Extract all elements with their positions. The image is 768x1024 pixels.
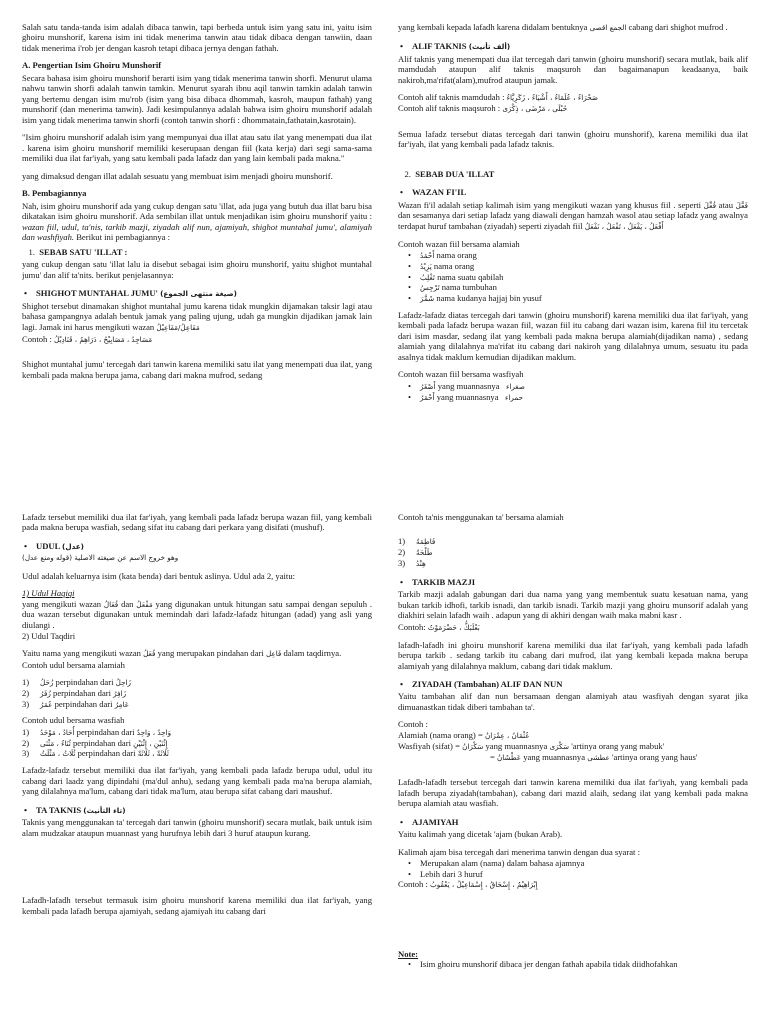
list-item <box>22 688 372 699</box>
item-arabic-2: زَافِرُ <box>113 688 127 698</box>
note-list <box>398 959 748 969</box>
shighot-paragraph <box>22 301 372 333</box>
item-arabic: شَمَّرَ <box>420 294 435 304</box>
ziyadah-alamiah-row: Alamiah (nama orang) = عُثْمَانُ ، عِمْرَانُ <box>398 729 530 740</box>
list-item <box>22 727 372 738</box>
continuation-paragraph <box>398 22 748 33</box>
intro-paragraph: Salah satu tanda-tanda isim adalah dibaca tanwin, tapi berbeda untuk isim yang satu ini, yaitu isim ghoiru munshorif, karena isim ini tidak menerima tanwin atau tidak dibaca dengan tanwiin, daan tidak menerima i'rob jer dengan kasroh tetapi dibaca jernya dengan fathah. <box>22 22 372 53</box>
heading-alif-arabic: (ألف تأنيث) <box>468 41 511 51</box>
shighot-example <box>22 334 372 345</box>
item-number: 2) <box>398 547 406 558</box>
sebab-satu-paragraph: yang cukup dengan satu 'illat lalu ia disebut sebagai isim ghoiru munshorif, yaitu shighot muntahal jumu' dan alif ta'nits. berikut penjelasannya: <box>22 259 372 280</box>
item-text: perpindahan dari <box>54 698 113 709</box>
tarkib-example <box>398 622 748 633</box>
ziyadah-wasfiyah-row: Wasfiyah (sifat) = سَكْرَانُ yang muannasnya سَكْرَى 'artinya orang yang mabuk' <box>398 740 665 751</box>
list-item <box>22 748 372 759</box>
section-heading-b: B. Pembagiannya <box>22 188 87 199</box>
item-arabic-2: عَامِرُ <box>114 699 130 709</box>
udul-definition: Udul adalah keluarnya isim (kata benda) dari bentuk aslinya. Udul ada 2, yaitu: <box>22 570 296 581</box>
item-text: nama kudanya hajjaj bin yusuf <box>436 293 542 304</box>
lafadz-paragraph: Lafadz tersebut memiliki dua ilat far'iyah, yang kembali pada lafadz berupa wazan fiil, yang kembali pada makna berupa wasfiah, sedang sifat itu cabang dari perkara yang disifati (mushuf). <box>22 512 372 533</box>
wazan-arabic-2: فَعَّلَ <box>735 200 748 210</box>
heading-number: 1. <box>28 246 35 257</box>
row-text: yang muannasnya <box>485 740 548 751</box>
item-arabic: يَزِيْدُ <box>420 261 432 271</box>
haqiqi-mid: dan <box>121 598 134 609</box>
haqiqi-arabic-1: فُعَالُ <box>103 599 119 609</box>
illat-paragraph: yang dimaksud dengan illat adalah sesuatu yang membuat isim menjadi ghoiru munshorif. <box>22 170 333 181</box>
item-text: nama orang <box>433 260 475 271</box>
column-left-top <box>22 22 372 492</box>
list-item: • Merupakan alam (nama) dalam bahasa ajamnya <box>420 858 748 868</box>
row-arabic-2: عطشى <box>587 752 610 762</box>
maqsuroh-arabic: حُبْلَى ، مَرْضَى ، ذِكْرَى <box>502 103 568 113</box>
row-arabic: عُثْمَانُ ، عِمْرَانُ <box>484 730 530 740</box>
continuation-arabic: الجمع اقصى <box>589 23 627 32</box>
item-arabic-2: حمراء <box>504 392 523 402</box>
mamdudah-arabic: صَحْرَاءُ ، عُلَمَاءُ ، أَشْيَاءُ ، زَكَرِيَّاءُ <box>506 93 598 103</box>
udul-haqiqi-heading: 1) Udul Haqiqi <box>22 588 75 599</box>
list-item <box>398 536 748 547</box>
heading-udul-arabic: (عدل) <box>62 541 84 551</box>
udul-taqdiri-paragraph <box>22 648 372 659</box>
udul-wasfiah-list <box>22 727 372 759</box>
heading-shighot-label: SHIGHOT MUNTAHAL JUMU' <box>36 288 158 299</box>
item-text: yang muannasnya <box>437 380 500 391</box>
wazan-text: Wazan fi'il adalah setiap kalimah isim yang mengikuti wazan yang khusus fiil . seperti <box>398 199 702 210</box>
section-heading-a: A. Pengertian Isim Ghoiru Munshorif <box>22 60 162 71</box>
wazan-alamiah-list <box>398 250 748 304</box>
wazan-explanation: Lafadz-lafadz diatas tercegah dari tanwin (ghoiru munshorif) karena memiliki dua ilat far'iyah, yang kembali pada lafadz berupa wazan fiil, wazan fiil itu cabang dari wazan isim, karena fiil itu tercetak dari isim masdar, sedang ilat yang kembali pada makna berupa alamiah(dijadikan nama) , sedang alamiah yang dilalahnya ma'rifat itu cabang dari nakiroh yang dilalahnya umum, sesuatu itu pada asalnya tidak maklum kemudian dijadikan maklum. <box>398 309 748 362</box>
example-label: Contoh : <box>398 879 428 890</box>
wazan-mid: atau <box>718 199 733 210</box>
list-item <box>420 293 748 304</box>
heading-sebab-satu <box>22 247 372 257</box>
item-number: 3) <box>22 698 30 709</box>
illat-list-italic: wazan fiil, udul, ta'nis, tarkib mazji, ziyadah alif nun, ajamiyah, shighot muntahal jumu', alamiyah dan washfiyah. <box>22 221 372 243</box>
item-arabic: هِنْدُ <box>416 559 426 569</box>
heading-ta-label: TA TAKNIS <box>36 804 82 815</box>
item-arabic: أَصْغَرُ <box>420 381 436 391</box>
wazan-arabic-1: فُعِّلَ <box>703 200 717 210</box>
heading-sebab-dua <box>398 169 748 179</box>
example-arabic: بَعْلَبَكُّ ، حَضْرَمَوْتُ <box>427 622 480 632</box>
ajamiyah-explanation: Lafadh-lafadh tersebut termasuk isim ghoiru munshorif karena memiliki dua ilat far'iyah, yang kembali pada lafadh berupa ajamiyah, sedang ajamiyah itu cabang dari <box>22 895 372 916</box>
example-arabic: إِبْرَاهِيْمُ ، إِسْحَاقُ ، إِسْمَاعِيْلُ ، يَعْقُوبُ <box>430 880 538 890</box>
item-arabic-2: وَاحِدٌ ، وَاحِدٌ <box>136 727 172 737</box>
ziyadah-paragraph: Yaitu tambahan alif dan nun bersamaan dengan alamiyah atau wasfiyah dengan syarat jika dimuanastkan tidak diberi tambahan ta'. <box>398 691 748 712</box>
shighot-wazan-arabic: مَفَاعِلُ/مَفَاعِيْلُ <box>156 322 200 332</box>
item-arabic: أَحْمَدُ <box>420 251 435 261</box>
alif-explanation: Semua lafadz tersebut diatas tercegah dari tanwin (ghoiru munshorif), karena memiliki dua ilat far'iyah, ilat yang kembali pada lafadz taknis. <box>398 128 748 150</box>
list-item: • Lebih dari 3 huruf <box>420 869 748 879</box>
item-arabic: ثُنَاءُ ، مَثْنَى <box>40 738 71 748</box>
maqsuroh-example <box>398 103 748 114</box>
note-heading: Note: <box>398 948 419 959</box>
ajamiyah-condition-list <box>398 858 748 879</box>
heading-shighot-arabic: (صيغة منتهى الجموع) <box>160 289 237 299</box>
division-end: Berikut ini pembagiannya : <box>76 232 170 243</box>
taqdiri-arabic-2: فَاعِل <box>265 648 282 658</box>
heading-text-2: SEBAB DUA 'ILLAT <box>415 168 495 179</box>
item-text: perpindahan dari <box>72 737 131 748</box>
list-item <box>420 250 748 261</box>
row-meaning: 'artinya orang yang haus' <box>611 751 698 762</box>
ajamiyah-paragraph: Yaitu kalimah yang dicetak 'ajam (bukan Arab). <box>398 829 563 840</box>
heading-ta-taknis <box>22 805 372 816</box>
item-arabic: تَرْجِسُ <box>420 283 440 293</box>
udul-alamiah-label: Contoh udul bersama alamiah <box>22 659 125 670</box>
tarkib-explanation: lafadh-lafadh ini ghoiru munshorif karena memiliki dua ilat far'iyah, yang kembali pada lafadh berupa tarkib . sedang tarkib itu cabang dari mufrod, ilat yang kembali kepada makna berupa alamiyah yang dilalahnya maklum, cabang dari tidak maklum. <box>398 639 748 671</box>
taqdiri-mid: yang merupakan pindahan dari <box>157 647 264 658</box>
heading-wazan-fiil: • WAZAN FI'IL <box>398 187 748 197</box>
item-arabic: طَلْحَةُ <box>416 548 433 558</box>
ziyadah-wasfiyah-row-2: = عَطْشَانُ yang muannasnya عطشى 'artinya orang yang haus' <box>490 751 698 762</box>
wazan-wasfiyah-label: Contoh wazan fiil bersama wasfiyah <box>398 369 524 380</box>
list-item <box>420 272 748 283</box>
udul-arabic-quote: (قوله ومنع عدل) وهو خروج الاسم عن صيغته الاصلية <box>22 552 179 562</box>
division-text: Nah, isim ghoiru munshorif ada yang cukup dengan satu 'illat, ada juga yang butuh dua illat baru bisa dikatakan isim ghoiru munshorif. Ada sembilan illat untuk menjadikan isim ghoiru munshorif yaitu : <box>22 200 372 222</box>
wazan-wasfiyah-list <box>398 381 748 403</box>
taqdiri-text: Yaitu nama yang mengikuti wazan <box>22 647 141 658</box>
item-text: perpindahan dari <box>53 687 112 698</box>
item-text: nama tumbuhan <box>441 282 497 293</box>
heading-alif-label: ALIF TAKNIS <box>412 40 467 51</box>
column-right-bottom <box>398 512 748 1022</box>
item-number: 2) <box>22 687 30 698</box>
udul-alamiah-list <box>22 677 372 709</box>
item-arabic-2: زَاحِلُ <box>115 678 132 687</box>
heading-udul <box>22 541 372 552</box>
item-number: 3) <box>398 558 406 569</box>
division-paragraph <box>22 201 372 243</box>
heading-ajamiyah: • AJAMIYAH <box>398 817 748 827</box>
example-arabic: مَسَاجِدُ ، مَصَابِيْحُ ، دَرَاهِمُ ، قَنَادِيْلُ <box>54 334 153 344</box>
item-number: 2) <box>22 737 30 748</box>
wazan-paragraph <box>398 200 748 232</box>
heading-udul-label: UDUL <box>36 540 60 551</box>
example-label: Contoh : <box>22 333 52 344</box>
tarkib-paragraph: Tarkib mazji adalah gabungan dari dua nama yang yang membentuk suatu kesatuan nama, yang bukan tarkib idhofi, tarkib isnadi, dan tarkib isnadi. Tarkib mazji yang ghoiru munsorif adalah yang diakhiri selain lafadh waih . adapun yang di akhiri dengan waih maka mabni kasr . <box>398 589 748 621</box>
item-text: perpindahan dari <box>77 748 136 759</box>
ta-alamiah-label: Contoh ta'nis menggunakan ta' bersama alamiah <box>398 512 564 522</box>
taqdiri-arabic-1: فُعَلُ <box>143 648 156 658</box>
ajamiyah-example <box>398 879 748 890</box>
wazan-text-b: dan sesamanya dari setiap lafadz yang diawali dengan hamzah wasol atau setiap lafadz yang awalnya terdapat huruf tambahan (ziyadah) seperti ziyadah fiil <box>398 210 748 231</box>
item-number: 3) <box>22 748 30 759</box>
ta-alamiah-list <box>398 536 748 568</box>
udul-taqdiri-heading: 2) Udul Taqdiri <box>22 631 76 642</box>
row-meaning: 'artinya orang yang mabuk' <box>571 740 665 751</box>
item-arabic: تَغْلِبُ <box>420 272 435 282</box>
column-right-top <box>398 22 748 492</box>
list-item <box>22 699 372 710</box>
item-number: 1) <box>22 677 30 687</box>
item-arabic: أَحْمَرُ <box>420 392 435 402</box>
row-arabic: عَطْشَانُ <box>497 752 522 762</box>
list-item <box>420 261 748 272</box>
ziyadah-explanation: Lafadh-lafadh tersebut tercegah dari tanwin karena memiliki dua ilat far'iyah, yang kembali pada lafadh berupa ziyadah(tambahan), cabang dari mazid alaih, sedang ilat yang kembali pada makna berupa alamiah atau wasfiah. <box>398 777 748 809</box>
ta-taknis-paragraph: Taknis yang menggunakan ta' tercegah dari tanwin (ghoiru munshorif) secara mutlak, baik untuk isim alam mudzakar ataupun muannast yang hurufnya lebih dari 3 huruf ataupun kurang. <box>22 817 372 838</box>
ziyadah-example-label: Contoh : <box>398 719 428 730</box>
wazan-arabic-3: أَفْعَلُ ، يَفْعَلُ ، تَفْعَلُ ، نَفْعَلُ <box>584 221 664 231</box>
heading-tarkib-mazji: • TARKIB MAZJI <box>398 577 748 587</box>
row-arabic-2: سَكْرَى <box>549 741 570 751</box>
item-arabic: عُمَرُ <box>40 699 53 709</box>
maqsuroh-label: Contoh alif taknis maqsuroh : <box>398 102 501 113</box>
udul-haqiqi-paragraph <box>22 599 372 631</box>
shighot-text: Shighot tersebut dinamakan shighot muntahal jumu karena tidak mungkin dijamakan taksir lagi atau bahasa gampangnya adalah bentuk jamak yang paling ujung, udah ga mungkin dijadikan jamak lain lagi. Jamak ini harus mengikuti wazan <box>22 300 372 332</box>
item-arabic-2: إِثْنَيْنِ ، إِثْنَيْنِ <box>133 738 168 748</box>
item-text: perpindahan dari <box>55 677 114 687</box>
list-item <box>398 547 748 558</box>
heading-alif-taknis <box>398 41 748 52</box>
example-label: Contoh: <box>398 621 426 632</box>
taqdiri-text-b: dalam taqdirnya. <box>283 647 342 658</box>
quote-paragraph: "Isim ghoiru munshorif adalah isim yang mempunyai dua illat atau satu ilat yang menempati dua ilat . karena isim ghoiru munshorif memiliki keserupaan dengan fiil (kata kerja) dari segi sama-sama memiliki dua ilat far'iyah, yang satu kembali pada lafadz dan yang lain kembali pada makna." <box>22 132 372 164</box>
item-arabic-2: ثَلَاثَةٌ ، ثَلَاثَةٌ <box>137 749 169 759</box>
heading-ziyadah: • ZIYADAH (Tambahan) ALIF DAN NUN <box>398 679 748 689</box>
item-number: 1) <box>398 536 406 547</box>
list-item <box>420 282 748 293</box>
heading-ta-arabic: (تاء التأنيث) <box>83 805 126 815</box>
haqiqi-arabic-2: مَفْعَلُ <box>136 599 153 609</box>
wazan-alamiah-label: Contoh wazan fiil bersama alamiah <box>398 238 520 249</box>
row-label: Alamiah (nama orang) <box>398 729 476 740</box>
item-arabic-2: صغراء <box>505 381 525 391</box>
list-item <box>420 392 748 403</box>
udul-wasfiah-label: Contoh udul bersama wasfiah <box>22 715 125 726</box>
list-item <box>22 677 372 688</box>
item-text: nama orang <box>436 250 477 261</box>
item-arabic: فَاطِمَةُ <box>416 537 436 547</box>
row-text: yang muannasnya <box>523 751 586 762</box>
item-arabic: زُحَلُ <box>40 678 54 687</box>
alif-taknis-paragraph: Alif taknis yang menempati dua ilat tercegah dari tanwin (ghoiru munshorif) secara mutlak, baik alif mamdudah ataupun alif taknis maqsuroh dan bagaimanapun keadaanya, baik nakiroh,ma'rifat(alam),mufrod ataupun jamak. <box>398 53 748 85</box>
item-arabic: زُفَرُ <box>40 688 51 698</box>
heading-shighot <box>22 288 372 299</box>
continuation-end: cabang dari shighot mufrod . <box>628 22 728 32</box>
ajamiyah-conditions: Kalimah ajam bisa tercegah dari menerima tanwin dengan dua syarat : <box>398 846 640 857</box>
item-text: nama suatu qabilah <box>437 271 504 282</box>
mamdudah-example <box>398 92 748 103</box>
list-item <box>398 558 748 569</box>
definition-paragraph: Secara bahasa isim ghoiru munshorif berarti isim yang tidak menerima tanwin shorfi. Menurut ulama nahwu tanwin shorfi adalah tanwin tamkin. Menurut syarah ibnu aqil tanwin tamkin adalah tanwin yang bertemu dengan isim mu'rob (isim yang bisa dibaca dhommah, kasroh, maupun fathah) yang munshorif (dan menerima tanwin). Jadi kesimpulannya adalah bahwa isim ghoiru munshorif adalah isim yang tidak menerima tanwin shorfi (contoh tanwin shorfi : dhommatain,fathatain,kasrotain). <box>22 72 372 125</box>
shighot-explanation: Shighot muntahal jumu' tercegah dari tanwin karena memiliki satu ilat yang menempati dua ilat, yang kembali pada makna berupa jama, cabang dari makna mufrod, sedang <box>22 359 372 380</box>
row-label: Wasfiyah (sifat) <box>398 740 453 751</box>
row-arabic: سَكْرَانُ <box>462 741 484 751</box>
heading-text: SEBAB SATU 'ILLAT : <box>39 246 128 257</box>
list-item: • Isim ghoiru munshorif dibaca jer dengan fathah apabila tidak diidhofahkan <box>420 959 748 969</box>
list-item <box>420 381 748 392</box>
haqiqi-text: yang mengikuti wazan <box>22 598 102 609</box>
item-arabic: ثُلَاثُ ، مَثْلَثُ <box>40 749 76 759</box>
udul-explanation: Lafadz-lafadz tersebut memiliki dua ilat far'iyah, yang kembali pada lafadz berupa udul, udul itu cabang dari laadz yang dipindahi (ma'dul anhu), sedang yang kembali pada ma'na berupa alamiah, yang dilalahnya ma'lum, cabang dari tidak ma'lum, atau berupa sifat cabang dari maushuf. <box>22 765 372 797</box>
item-number: 1) <box>22 726 30 737</box>
item-arabic: أُحَادُ ، مَوْحَدُ <box>40 727 75 737</box>
list-item <box>22 738 372 749</box>
column-left-bottom <box>22 512 372 1022</box>
item-text: yang muannasnya <box>436 391 499 402</box>
mamdudah-label: Contoh alif taknis mamdudah : <box>398 92 505 103</box>
heading-number-2: 2. <box>404 168 411 179</box>
item-text: perpindahan dari <box>76 726 135 737</box>
haqiqi-text-b: yang digunakan untuk hitungan satu sampai dengan sepuluh . dua wazan tersebut digunakan untuk memindah dari lafadz-lafadz hitungan (adad) yang asli yang diulangi . <box>22 598 372 630</box>
continuation-text: yang kembali kepada lafadh karena didalam bentuknya <box>398 22 588 32</box>
